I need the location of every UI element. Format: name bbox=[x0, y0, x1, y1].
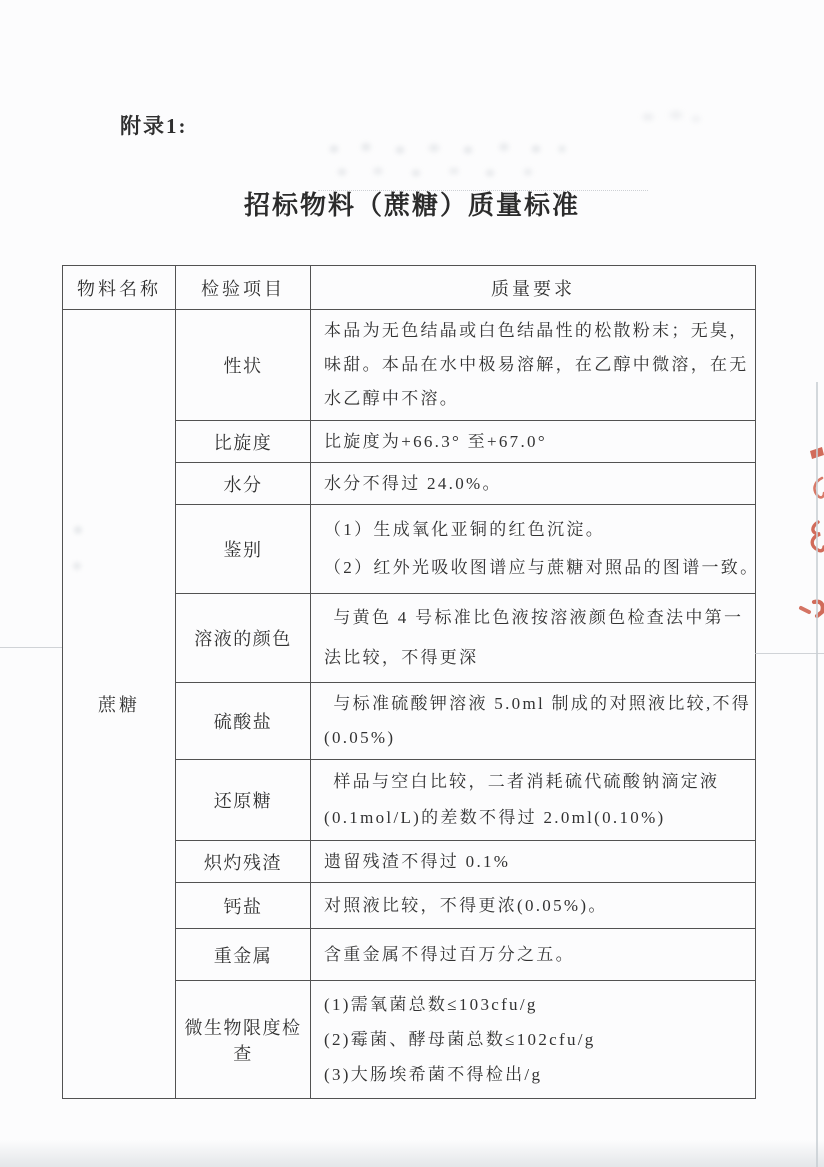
requirement-cell bbox=[311, 883, 756, 929]
item-cell: 还原糖 bbox=[176, 760, 311, 841]
quality-standard-table bbox=[62, 265, 760, 1099]
requirement-line: (0.1mol/L)的差数不得过 2.0ml(0.10%) bbox=[324, 808, 666, 827]
requirement-line: 与黄色 4 号标准比色液按溶液颜色检查法中第一 bbox=[333, 608, 744, 627]
header-material-name: 物料名称 bbox=[63, 266, 176, 310]
header-quality-requirement: 质量要求 bbox=[311, 266, 756, 310]
item-cell: 性状 bbox=[176, 310, 311, 421]
requirement-line: （2）红外光吸收图谱应与蔗糖对照品的图谱一致。 bbox=[324, 558, 760, 577]
requirement-cell bbox=[311, 463, 756, 505]
scan-fold-line bbox=[0, 647, 62, 648]
scan-smudge bbox=[66, 518, 90, 582]
requirement-cell bbox=[311, 841, 756, 883]
item-cell: 钙盐 bbox=[176, 883, 311, 929]
requirement-cell bbox=[311, 505, 760, 594]
requirement-line: (2)霉菌、酵母菌总数≤102cfu/g bbox=[324, 1030, 596, 1049]
page-edge-shadow bbox=[816, 382, 818, 1167]
requirement-cell bbox=[311, 683, 756, 760]
requirement-line: （1）生成氧化亚铜的红色沉淀。 bbox=[324, 520, 605, 539]
item-cell: 硫酸盐 bbox=[176, 683, 311, 760]
requirement-line: (0.05%) bbox=[324, 728, 396, 747]
requirement-line: 水分不得过 24.0%。 bbox=[324, 474, 502, 493]
item-cell: 比旋度 bbox=[176, 421, 311, 463]
requirement-cell bbox=[311, 760, 756, 841]
red-ink-marks bbox=[792, 440, 824, 630]
requirement-cell bbox=[311, 929, 756, 981]
requirement-line: 比旋度为+66.3° 至+67.0° bbox=[324, 432, 547, 451]
requirement-cell bbox=[311, 981, 756, 1099]
item-cell: 溶液的颜色 bbox=[176, 594, 311, 683]
requirement-line: (3)大肠埃希菌不得检出/g bbox=[324, 1065, 543, 1084]
item-cell: 重金属 bbox=[176, 929, 311, 981]
requirement-line: 对照液比较，不得更浓(0.05%)。 bbox=[324, 896, 608, 915]
material-name-cell: 蔗糖 bbox=[63, 310, 176, 1099]
requirement-line: 本品为无色结晶或白色结晶性的松散粉末；无臭， bbox=[324, 321, 749, 340]
requirement-line: 样品与空白比较，二者消耗硫代硫酸钠滴定液 bbox=[333, 772, 720, 791]
requirement-cell bbox=[311, 594, 756, 683]
page-edge-shadow bbox=[0, 1140, 824, 1167]
document-title: 招标物料（蔗糖）质量标准 bbox=[243, 191, 580, 220]
requirement-line: 味甜。本品在水中极易溶解，在乙醇中微溶，在无 bbox=[324, 355, 749, 374]
requirement-line: 法比较，不得更深 bbox=[324, 648, 479, 667]
requirement-line: 含重金属不得过百万分之五。 bbox=[324, 945, 575, 964]
item-cell: 炽灼残渣 bbox=[176, 841, 311, 883]
item-cell: 水分 bbox=[176, 463, 311, 505]
scan-fold-line bbox=[755, 653, 824, 654]
ink-bleed-artifact bbox=[322, 137, 572, 162]
row-properties bbox=[63, 310, 756, 421]
item-cell: 鉴别 bbox=[176, 505, 311, 594]
requirement-line: 水乙醇中不溶。 bbox=[324, 389, 460, 408]
requirement-cell bbox=[311, 310, 756, 421]
table-header-row bbox=[63, 266, 756, 310]
requirement-line: (1)需氧菌总数≤103cfu/g bbox=[324, 995, 538, 1014]
scan-smudge bbox=[628, 103, 706, 131]
requirement-line: 遗留残渣不得过 0.1% bbox=[324, 852, 511, 871]
requirement-line: 与标准硫酸钾溶液 5.0ml 制成的对照液比较,不得 bbox=[333, 694, 752, 713]
item-cell: 微生物限度检查 bbox=[176, 981, 311, 1099]
header-inspection-item: 检验项目 bbox=[176, 266, 311, 310]
ink-bleed-artifact bbox=[332, 161, 554, 183]
requirement-cell bbox=[311, 421, 756, 463]
appendix-label: 附录1: bbox=[120, 114, 188, 138]
